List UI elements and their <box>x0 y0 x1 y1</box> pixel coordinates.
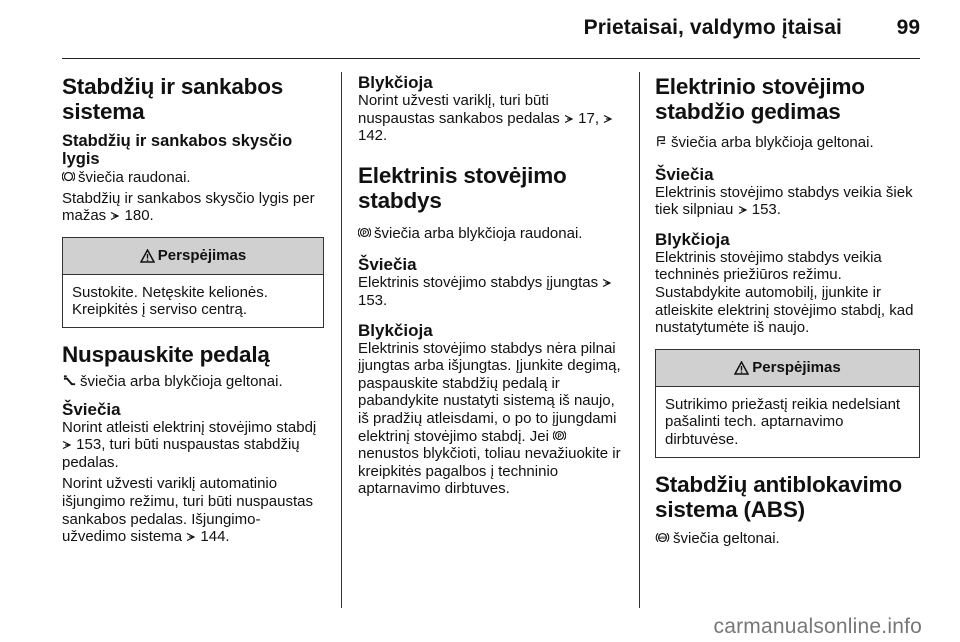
warning-triangle-icon <box>140 249 155 263</box>
section-title-parking-brake: Elektrinis stovėjimo stabdys <box>358 162 567 213</box>
abs-icon <box>655 531 670 544</box>
section-title-parking-brake-fault: Elektrinio stovėjimo stabdžio gedimas <box>655 74 865 124</box>
parking-brake-icon <box>553 429 566 442</box>
fault-status: šviečia arba blykčioja geltonai. <box>655 134 920 152</box>
abs-status: ABS šviečia geltonai. <box>655 530 920 548</box>
lit-text-2: Norint užvesti variklį automatinio išjungimo režimu, turi būti nuspaustas sankabos pedalas. Išjungimo-užvedimo sistema 144. <box>62 475 313 546</box>
subsection-title-flashing: Blykčioja <box>358 73 433 92</box>
svg-text:P: P <box>557 433 562 440</box>
subsection-title-lit: Šviečia <box>62 399 121 419</box>
reference-arrow-icon <box>603 114 613 124</box>
warning-triangle-icon <box>734 361 749 375</box>
fault-lit-text: Elektrinis stovėjimo stabdys veikia šiek tiek silpniau 153. <box>655 183 913 219</box>
subsection-title-flashing: Blykčioja <box>655 229 730 249</box>
warning-box-1 <box>62 237 324 328</box>
parking-brake-fault-icon <box>655 135 668 148</box>
lit-text-1: Norint atleisti elektrinį stovėjimo stabdį 153, turi būti nuspaustas stabdžių pedalas. <box>62 418 317 471</box>
reference-arrow-icon <box>110 211 120 221</box>
reference-arrow-icon <box>186 532 196 542</box>
reference-arrow-icon <box>738 205 748 215</box>
svg-text:ABS: ABS <box>658 534 667 540</box>
subsection-title-lit: Šviečia <box>358 255 417 275</box>
brake-warning-icon <box>62 170 75 183</box>
parking-brake-status: P šviečia arba blykčioja raudonai. <box>358 225 626 243</box>
warning-text: Sustokite. Netęskite kelionės. Kreipkitės į serviso centrą. <box>72 283 268 319</box>
flashing-text: Norint užvesti variklį, turi būti nuspaustas sankabos pedalas 17, 142. <box>358 92 626 145</box>
reference-arrow-icon <box>564 114 574 124</box>
press-pedal-status: šviečia arba blykčioja geltonai. <box>62 373 324 391</box>
column-1 <box>62 72 324 549</box>
parking-brake-icon <box>358 226 371 239</box>
subsection-title-lit: Šviečia <box>655 164 714 184</box>
section-title-press-pedal: Nuspauskite pedalą <box>62 341 270 367</box>
fault-flashing-text: Elektrinis stovėjimo stabdys veikia techninės priežiūros režimu. Sustabdykite automobilį, įjunkite ir atleiskite elektrinį stovėjimo stabdį, kad nustatytumėte iš naujo. <box>655 248 914 337</box>
warning-header: Perspėjimas <box>63 238 323 275</box>
subsection-title-flashing: Blykčioja <box>358 320 433 340</box>
fluid-level-text: Stabdžių ir sankabos skysčio lygis per mažas 180. <box>62 189 315 225</box>
section-title-brake-clutch: Stabdžių ir sankabos sistema <box>62 74 284 124</box>
column-divider-2 <box>639 72 640 608</box>
foot-pedal-icon <box>62 374 77 387</box>
header-rule <box>62 58 920 59</box>
reference-arrow-icon <box>602 278 612 288</box>
section-title-abs: Stabdžių antiblokavimo sistema (ABS) <box>655 471 902 522</box>
svg-text:P: P <box>362 230 367 237</box>
fluid-level-status: šviečia raudonai. <box>62 169 324 187</box>
reference-arrow-icon <box>62 440 72 450</box>
column-2 <box>358 72 626 501</box>
warning-text: Sutrikimo priežastį reikia nedelsiant pašalinti tech. aptarnavimo dirbtuvėse. <box>665 395 901 448</box>
watermark: carmanualsonline.info <box>713 615 922 638</box>
page-header <box>62 0 920 60</box>
page-number: 99 <box>896 16 920 39</box>
warning-box-2 <box>655 349 920 458</box>
header-title: Prietaisai, valdymo įtaisai <box>583 16 842 39</box>
column-3 <box>655 72 920 550</box>
subsection-title-fluid-level: Stabdžių ir sankabos skysčio lygis <box>62 132 293 168</box>
warning-header: Perspėjimas <box>656 350 919 387</box>
parking-flashing-text: Elektrinis stovėjimo stabdys nėra pilnai įjungtas arba išjungtas. Įjunkite degimą, paspauskite stabdžių pedalą ir pabandykite nustatyti sistemą iš naujo, iš pradžių atleisdami, o po to įjungdami elektrinį stovėjimo stabdį. Jei P nenustos blykčioti, toliau nevažiuokite ir kreipkitės pagalbos į techninio aptarnavimo dirbtuves. <box>358 339 621 498</box>
column-divider-1 <box>341 72 342 608</box>
parking-lit-text: Elektrinis stovėjimo stabdys įjungtas 153. <box>358 274 626 309</box>
